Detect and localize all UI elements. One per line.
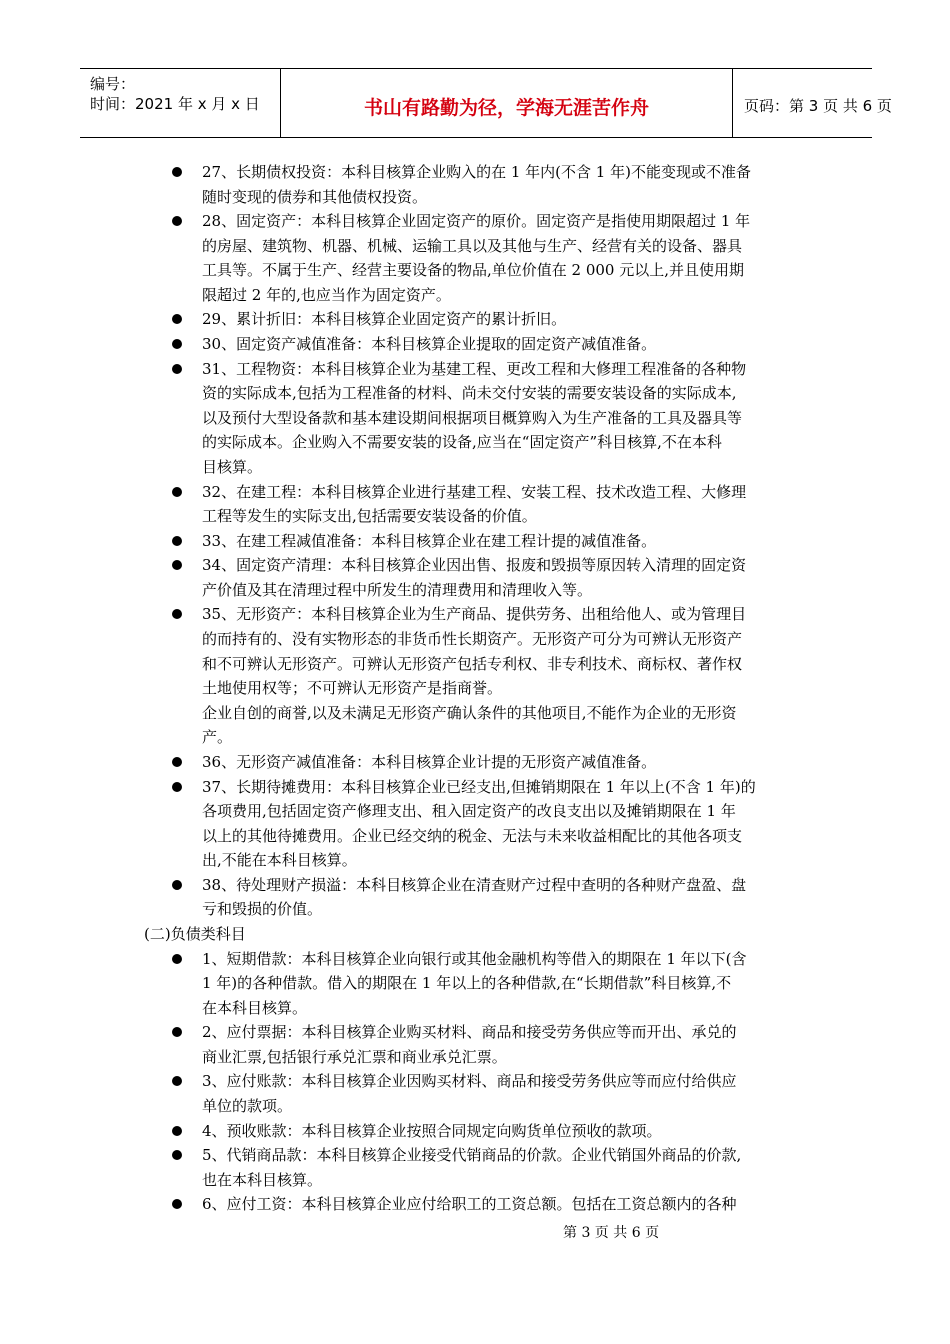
bullet-icon: [172, 487, 182, 497]
list-item-line: 37、长期待摊费用：本科目核算企业已经支出,但摊销期限在 1 年以上(不含 1 年)的: [202, 777, 756, 796]
list-item-line: 30、固定资产减值准备：本科目核算企业提取的固定资产减值准备。: [202, 335, 657, 354]
list-item-line: 商业汇票,包括银行承兑汇票和商业承兑汇票。: [202, 1047, 507, 1066]
list-item-line: 33、在建工程减值准备：本科目核算企业在建工程计提的减值准备。: [202, 531, 657, 550]
bullet-icon: [172, 560, 182, 570]
footer-page-number: 第 3 页 共 6 页: [563, 1225, 660, 1241]
list-item-line: 29、累计折旧：本科目核算企业固定资产的累计折旧。: [202, 310, 567, 329]
list-item-line: 1、短期借款：本科目核算企业向银行或其他金融机构等借入的期限在 1 年以下(含: [202, 949, 747, 968]
bullet-icon: [172, 314, 182, 324]
list-item-line: 工具等。不属于生产、经营主要设备的物品,单位价值在 2 000 元以上,并且使用期: [202, 261, 745, 280]
list-item-line: 和不可辨认无形资产。可辨认无形资产包括专利权、非专利技术、商标权、著作权: [202, 654, 743, 673]
list-item-line: 工程等发生的实际支出,包括需要安装设备的价值。: [202, 507, 537, 526]
list-item-line: 35、无形资产：本科目核算企业为生产商品、提供劳务、出租给他人、或为管理目: [202, 605, 747, 624]
list-item-line: 企业自创的商誉,以及未满足无形资产确认条件的其他项目,不能作为企业的无形资: [202, 703, 737, 722]
list-item-line: 31、工程物资：本科目核算企业为基建工程、更改工程和大修理工程准备的各种物: [202, 359, 747, 378]
list-item-line: 限超过 2 年的,也应当作为固定资产。: [202, 285, 451, 304]
list-item-line: 产价值及其在清理过程中所发生的清理费用和清理收入等。: [202, 580, 593, 599]
list-item-line: 3、应付账款：本科目核算企业因购买材料、商品和接受劳务供应等而应付给供应: [202, 1072, 737, 1091]
bullet-icon: [172, 1027, 182, 1037]
bullet-icon: [172, 216, 182, 226]
list-item-line: 2、应付票据：本科目核算企业购买材料、商品和接受劳务供应等而开出、承兑的: [202, 1023, 737, 1042]
page-header: [80, 68, 892, 138]
list-item-line: 28、固定资产：本科目核算企业固定资产的原价。固定资产是指使用期限超过 1 年: [202, 212, 751, 231]
list-item-line: 6、应付工资：本科目核算企业应付给职工的工资总额。包括在工资总额内的各种: [202, 1195, 737, 1214]
date-label: 时间：2021 年 x 月 x 日: [90, 95, 260, 113]
bullet-icon: [172, 536, 182, 546]
list-item-line: 亏和毁损的价值。: [202, 900, 323, 919]
bullet-icon: [172, 1199, 182, 1209]
bullet-icon: [172, 167, 182, 177]
list-item-line: 5、代销商品款：本科目核算企业接受代销商品的价款。企业代销国外商品的价款,: [202, 1146, 742, 1165]
list-item-line: 也在本科目核算。: [202, 1170, 323, 1189]
list-item-line: 目核算。: [202, 457, 263, 476]
list-item-line: 出,不能在本科目核算。: [202, 851, 357, 870]
bullet-icon: [172, 609, 182, 619]
list-item-line: 产。: [202, 728, 233, 747]
list-item-line: 的而持有的、没有实物形态的非货币性长期资产。无形资产可分为可辨认无形资产: [202, 630, 743, 649]
bullet-icon: [172, 1076, 182, 1086]
bullet-icon: [172, 1126, 182, 1136]
bullet-icon: [172, 757, 182, 767]
bullet-icon: [172, 339, 182, 349]
list-item-line: 32、在建工程：本科目核算企业进行基建工程、安装工程、技术改造工程、大修理: [202, 482, 747, 501]
list-item-line: 4、预收账款：本科目核算企业按照合同规定向购货单位预收的款项。: [202, 1121, 662, 1140]
list-item-line: 的实际成本。企业购入不需要安装的设备,应当在“固定资产”科目核算,不在本科: [202, 433, 722, 452]
list-item-line: 在本科目核算。: [202, 998, 308, 1017]
bullet-icon: [172, 364, 182, 374]
number-label: 编号：: [90, 75, 136, 93]
header-page-cell: [732, 69, 892, 137]
motto: 书山有路勤为径，学海无涯苦作舟: [363, 97, 649, 119]
header-motto-cell: [280, 69, 733, 137]
section-heading: (二)负债类科目: [144, 924, 246, 943]
list-item-line: 36、无形资产减值准备：本科目核算企业计提的无形资产减值准备。: [202, 752, 657, 771]
list-item-line: 单位的款项。: [202, 1097, 293, 1116]
list-item-line: 以及预付大型设备款和基本建设期间根据项目概算购入为生产准备的工具及器具等: [202, 408, 743, 427]
header-meta: [80, 69, 280, 137]
list-item-line: 土地使用权等；不可辨认无形资产是指商誉。: [202, 679, 503, 698]
bullet-icon: [172, 782, 182, 792]
list-item-line: 38、待处理财产损溢：本科目核算企业在清查财产过程中查明的各种财产盘盈、盘: [202, 875, 747, 894]
list-item-line: 资的实际成本,包括为工程准备的材料、尚未交付安装的需要安装设备的实际成本,: [202, 384, 737, 403]
list-item-line: 34、固定资产清理：本科目核算企业因出售、报废和毁损等原因转入清理的固定资: [202, 556, 747, 575]
list-item-line: 以上的其他待摊费用。企业已经交纳的税金、无法与未来收益相配比的其他各项支: [202, 826, 743, 845]
list-item-line: 27、长期债权投资：本科目核算企业购入的在 1 年内(不含 1 年)不能变现或不准备: [202, 163, 751, 181]
bullet-icon: [172, 954, 182, 964]
page-label: 页码：第 3 页 共 6 页: [744, 97, 892, 115]
list-item-line: 的房屋、建筑物、机器、机械、运输工具以及其他与生产、经营有关的设备、器具: [202, 236, 743, 255]
bullet-icon: [172, 1150, 182, 1160]
list-item-line: 随时变现的债券和其他债权投资。: [202, 187, 428, 206]
list-item-line: 各项费用,包括固定资产修理支出、租入固定资产的改良支出以及摊销期限在 1 年: [202, 802, 736, 821]
list-item-line: 1 年)的各种借款。借入的期限在 1 年以上的各种借款,在“长期借款”科目核算,不: [202, 974, 732, 993]
bullet-icon: [172, 880, 182, 890]
